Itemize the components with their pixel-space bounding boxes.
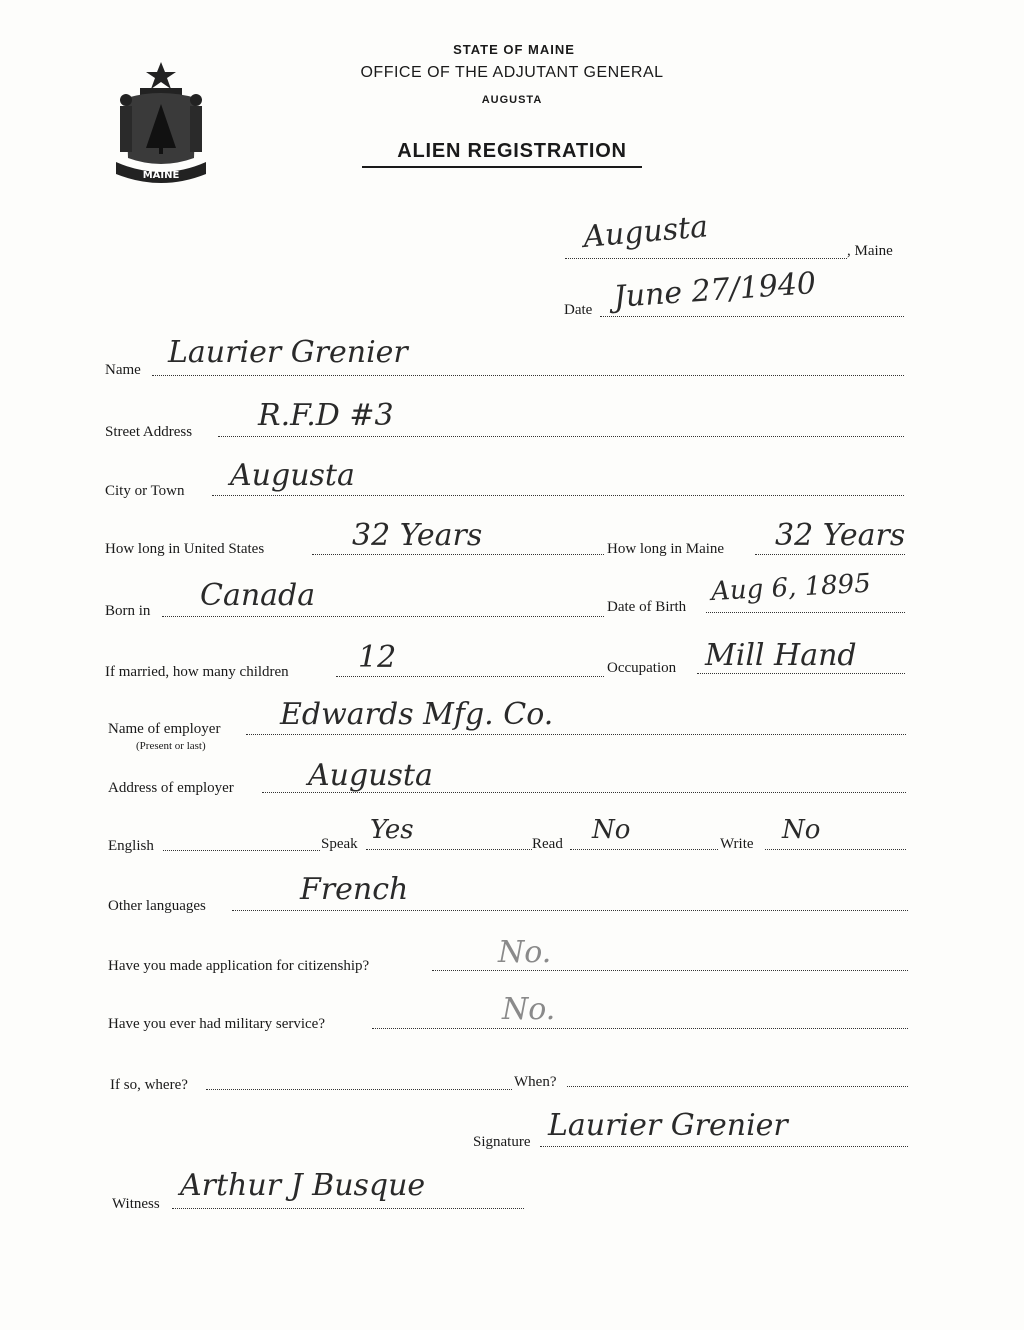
read-line — [570, 849, 718, 850]
name-label: Name — [105, 362, 141, 378]
english-line — [163, 850, 320, 851]
other-languages-line — [232, 910, 908, 911]
title-underline — [362, 166, 642, 168]
name-value: Laurier Grenier — [168, 335, 408, 370]
date-label: Date — [564, 302, 593, 318]
street-label: Street Address — [105, 424, 193, 440]
name-line — [152, 375, 904, 376]
header-office: OFFICE OF THE ADJUTANT GENERAL — [360, 64, 664, 81]
witness-value: Arthur J Busque — [180, 1168, 426, 1203]
employer-sublabel: (Present or last) — [136, 740, 206, 752]
speak-value: Yes — [370, 815, 414, 845]
when-label: When? — [514, 1074, 557, 1090]
signature-value: Laurier Grenier — [548, 1108, 788, 1143]
birth-date-line — [706, 612, 905, 613]
children-label: If married, how many children — [105, 664, 289, 680]
page-title: ALIEN REGISTRATION — [397, 140, 627, 162]
header-state: STATE OF MAINE — [453, 42, 575, 57]
write-line — [765, 849, 906, 850]
employer-value: Edwards Mfg. Co. — [280, 697, 554, 732]
read-value: No — [592, 815, 631, 845]
employer-address-value: Augusta — [308, 758, 433, 793]
maine-years-line — [755, 554, 905, 555]
date-value: June 27/1940 — [612, 265, 818, 315]
maine-years-value: 32 Years — [775, 518, 906, 553]
street-line — [218, 436, 904, 437]
read-label: Read — [532, 836, 563, 852]
children-value: 12 — [358, 640, 397, 675]
write-label: Write — [720, 836, 754, 852]
born-in-value: Canada — [200, 578, 316, 613]
place-line — [565, 258, 847, 259]
us-years-label: How long in United States — [105, 541, 265, 557]
citizenship-line — [432, 970, 908, 971]
employer-line — [246, 734, 906, 735]
signature-line — [540, 1146, 908, 1147]
where-line — [206, 1089, 512, 1090]
other-languages-label: Other languages — [108, 898, 206, 914]
city-line — [212, 495, 904, 496]
born-in-line — [162, 616, 604, 617]
employer-label: Name of employer — [108, 721, 221, 737]
military-value: No. — [502, 992, 556, 1027]
speak-line — [366, 849, 532, 850]
street-value: R.F.D #3 — [258, 398, 394, 433]
us-years-line — [312, 554, 604, 555]
witness-label: Witness — [112, 1196, 160, 1212]
occupation-label: Occupation — [607, 660, 677, 676]
city-label: City or Town — [105, 483, 185, 499]
occupation-line — [697, 673, 905, 674]
where-label: If so, where? — [110, 1077, 188, 1093]
children-line — [336, 676, 604, 677]
citizenship-label: Have you made application for citizenship? — [108, 958, 370, 974]
place-value: Augusta — [581, 209, 710, 255]
speak-label: Speak — [321, 836, 358, 852]
english-label: English — [108, 838, 154, 854]
when-line — [567, 1086, 908, 1087]
city-value: Augusta — [230, 458, 355, 493]
seal-text: MAINE — [142, 170, 180, 181]
us-years-value: 32 Years — [352, 518, 483, 553]
write-value: No — [782, 815, 821, 845]
birth-date-label: Date of Birth — [607, 599, 687, 615]
other-languages-value: French — [300, 872, 409, 907]
born-in-label: Born in — [105, 603, 151, 619]
citizenship-value: No. — [498, 935, 552, 970]
maine-years-label: How long in Maine — [607, 541, 725, 557]
military-line — [372, 1028, 908, 1029]
witness-line — [172, 1208, 524, 1209]
place-suffix: , Maine — [847, 243, 893, 259]
military-label: Have you ever had military service? — [108, 1016, 325, 1032]
date-line — [600, 316, 904, 317]
occupation-value: Mill Hand — [705, 638, 857, 673]
birth-date-value: Aug 6, 1895 — [710, 568, 872, 607]
employer-address-label: Address of employer — [108, 780, 234, 796]
header-city: AUGUSTA — [481, 94, 543, 106]
signature-label: Signature — [473, 1134, 531, 1150]
